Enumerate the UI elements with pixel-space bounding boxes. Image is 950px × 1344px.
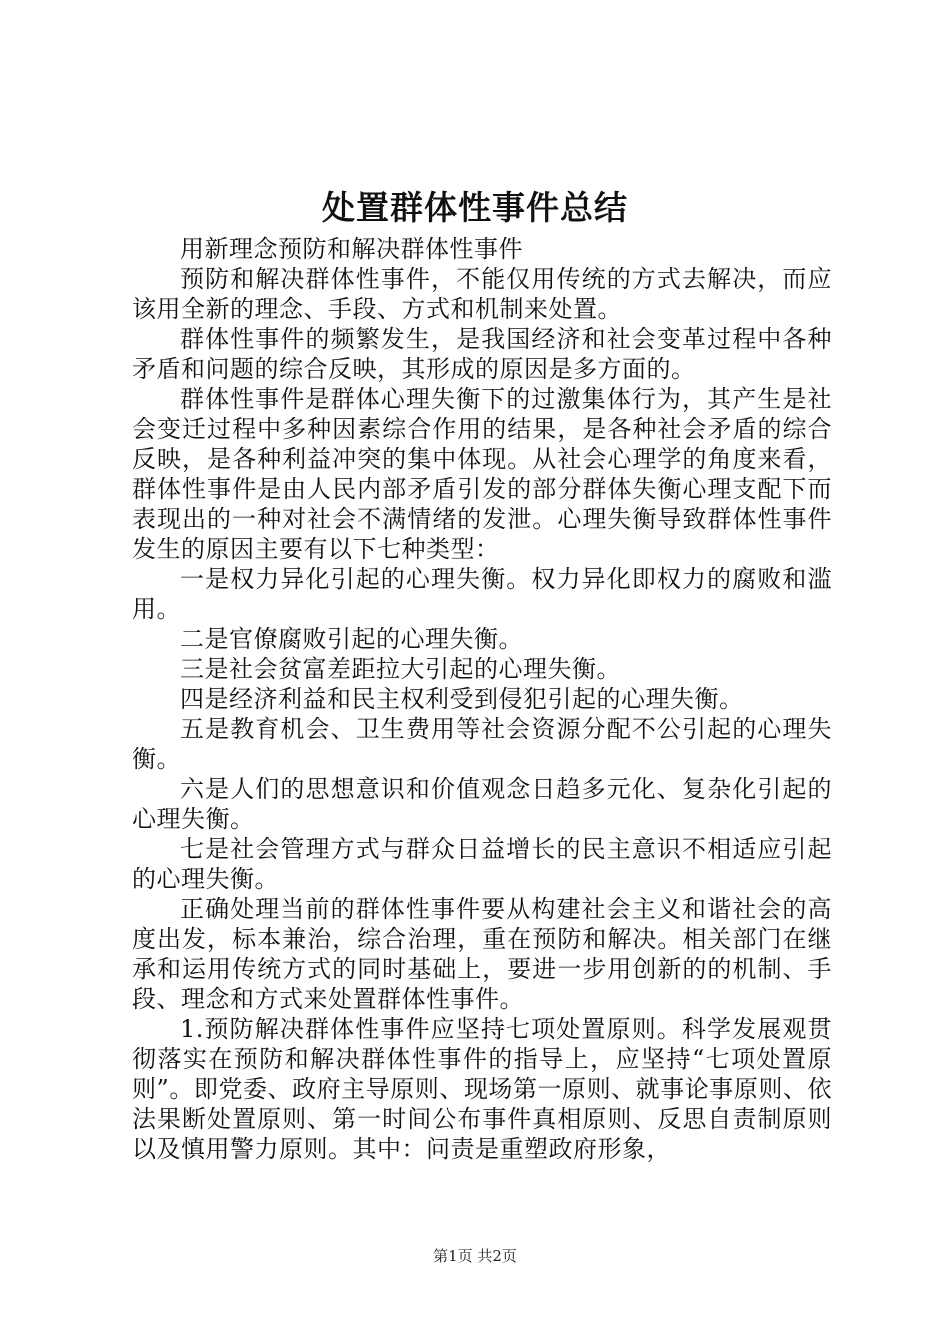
paragraph: 正确处理当前的群体性事件要从构建社会主义和谐社会的高度出发，标本兼治，综合治理，重在预防和解决。相关部门在继承和运用传统方式的同时基础上，要进一步用创新的的机制、手段、理念和方式来处置群体性事件。 xyxy=(132,895,832,1013)
document-body xyxy=(132,234,832,1164)
paragraph: 四是经济利益和民主权利受到侵犯引起的心理失衡。 xyxy=(180,685,744,713)
paragraph: 六是人们的思想意识和价值观念日趋多元化、复杂化引起的心理失衡。 xyxy=(132,775,832,833)
paragraph: 二是官僚腐败引起的心理失衡。 xyxy=(180,625,523,653)
page-number-footer: 第1页 共2页 xyxy=(433,1247,517,1265)
paragraph: 用新理念预防和解决群体性事件 xyxy=(180,235,523,263)
paragraph: 群体性事件的频繁发生，是我国经济和社会变革过程中各种矛盾和问题的综合反映，其形成的原因是多方面的。 xyxy=(132,325,832,383)
paragraph: 群体性事件是群体心理失衡下的过激集体行为，其产生是社会变迁过程中多种因素综合作用的结果，是各种社会矛盾的综合反映，是各种利益冲突的集中体现。从社会心理学的角度来看，群体性事件是由人民内部矛盾引发的部分群体失衡心理支配下而表现出的一种对社会不满情绪的发泄。心理失衡导致群体性事件发生的原因主要有以下七种类型： xyxy=(132,385,832,563)
paragraph: 五是教育机会、卫生费用等社会资源分配不公引起的心理失衡。 xyxy=(132,715,832,773)
paragraph: 七是社会管理方式与群众日益增长的民主意识不相适应引起的心理失衡。 xyxy=(132,835,832,893)
paragraph: 预防和解决群体性事件，不能仅用传统的方式去解决，而应该用全新的理念、手段、方式和机制来处置。 xyxy=(132,265,832,323)
paragraph: 三是社会贫富差距拉大引起的心理失衡。 xyxy=(180,655,621,683)
document-title: 处置群体性事件总结 xyxy=(322,188,628,227)
paragraph: 一是权力异化引起的心理失衡。权力异化即权力的腐败和滥用。 xyxy=(132,565,832,623)
paragraph: 1.预防解决群体性事件应坚持七项处置原则。科学发展观贯彻落实在预防和解决群体性事件的指导上，应坚持“七项处置原则”。即党委、政府主导原则、现场第一原则、就事论事原则、依法果断处置原则、第一时间公布事件真相原则、反思自责制原则以及慎用警力原则。其中：问责是重塑政府形象， xyxy=(132,1015,832,1163)
